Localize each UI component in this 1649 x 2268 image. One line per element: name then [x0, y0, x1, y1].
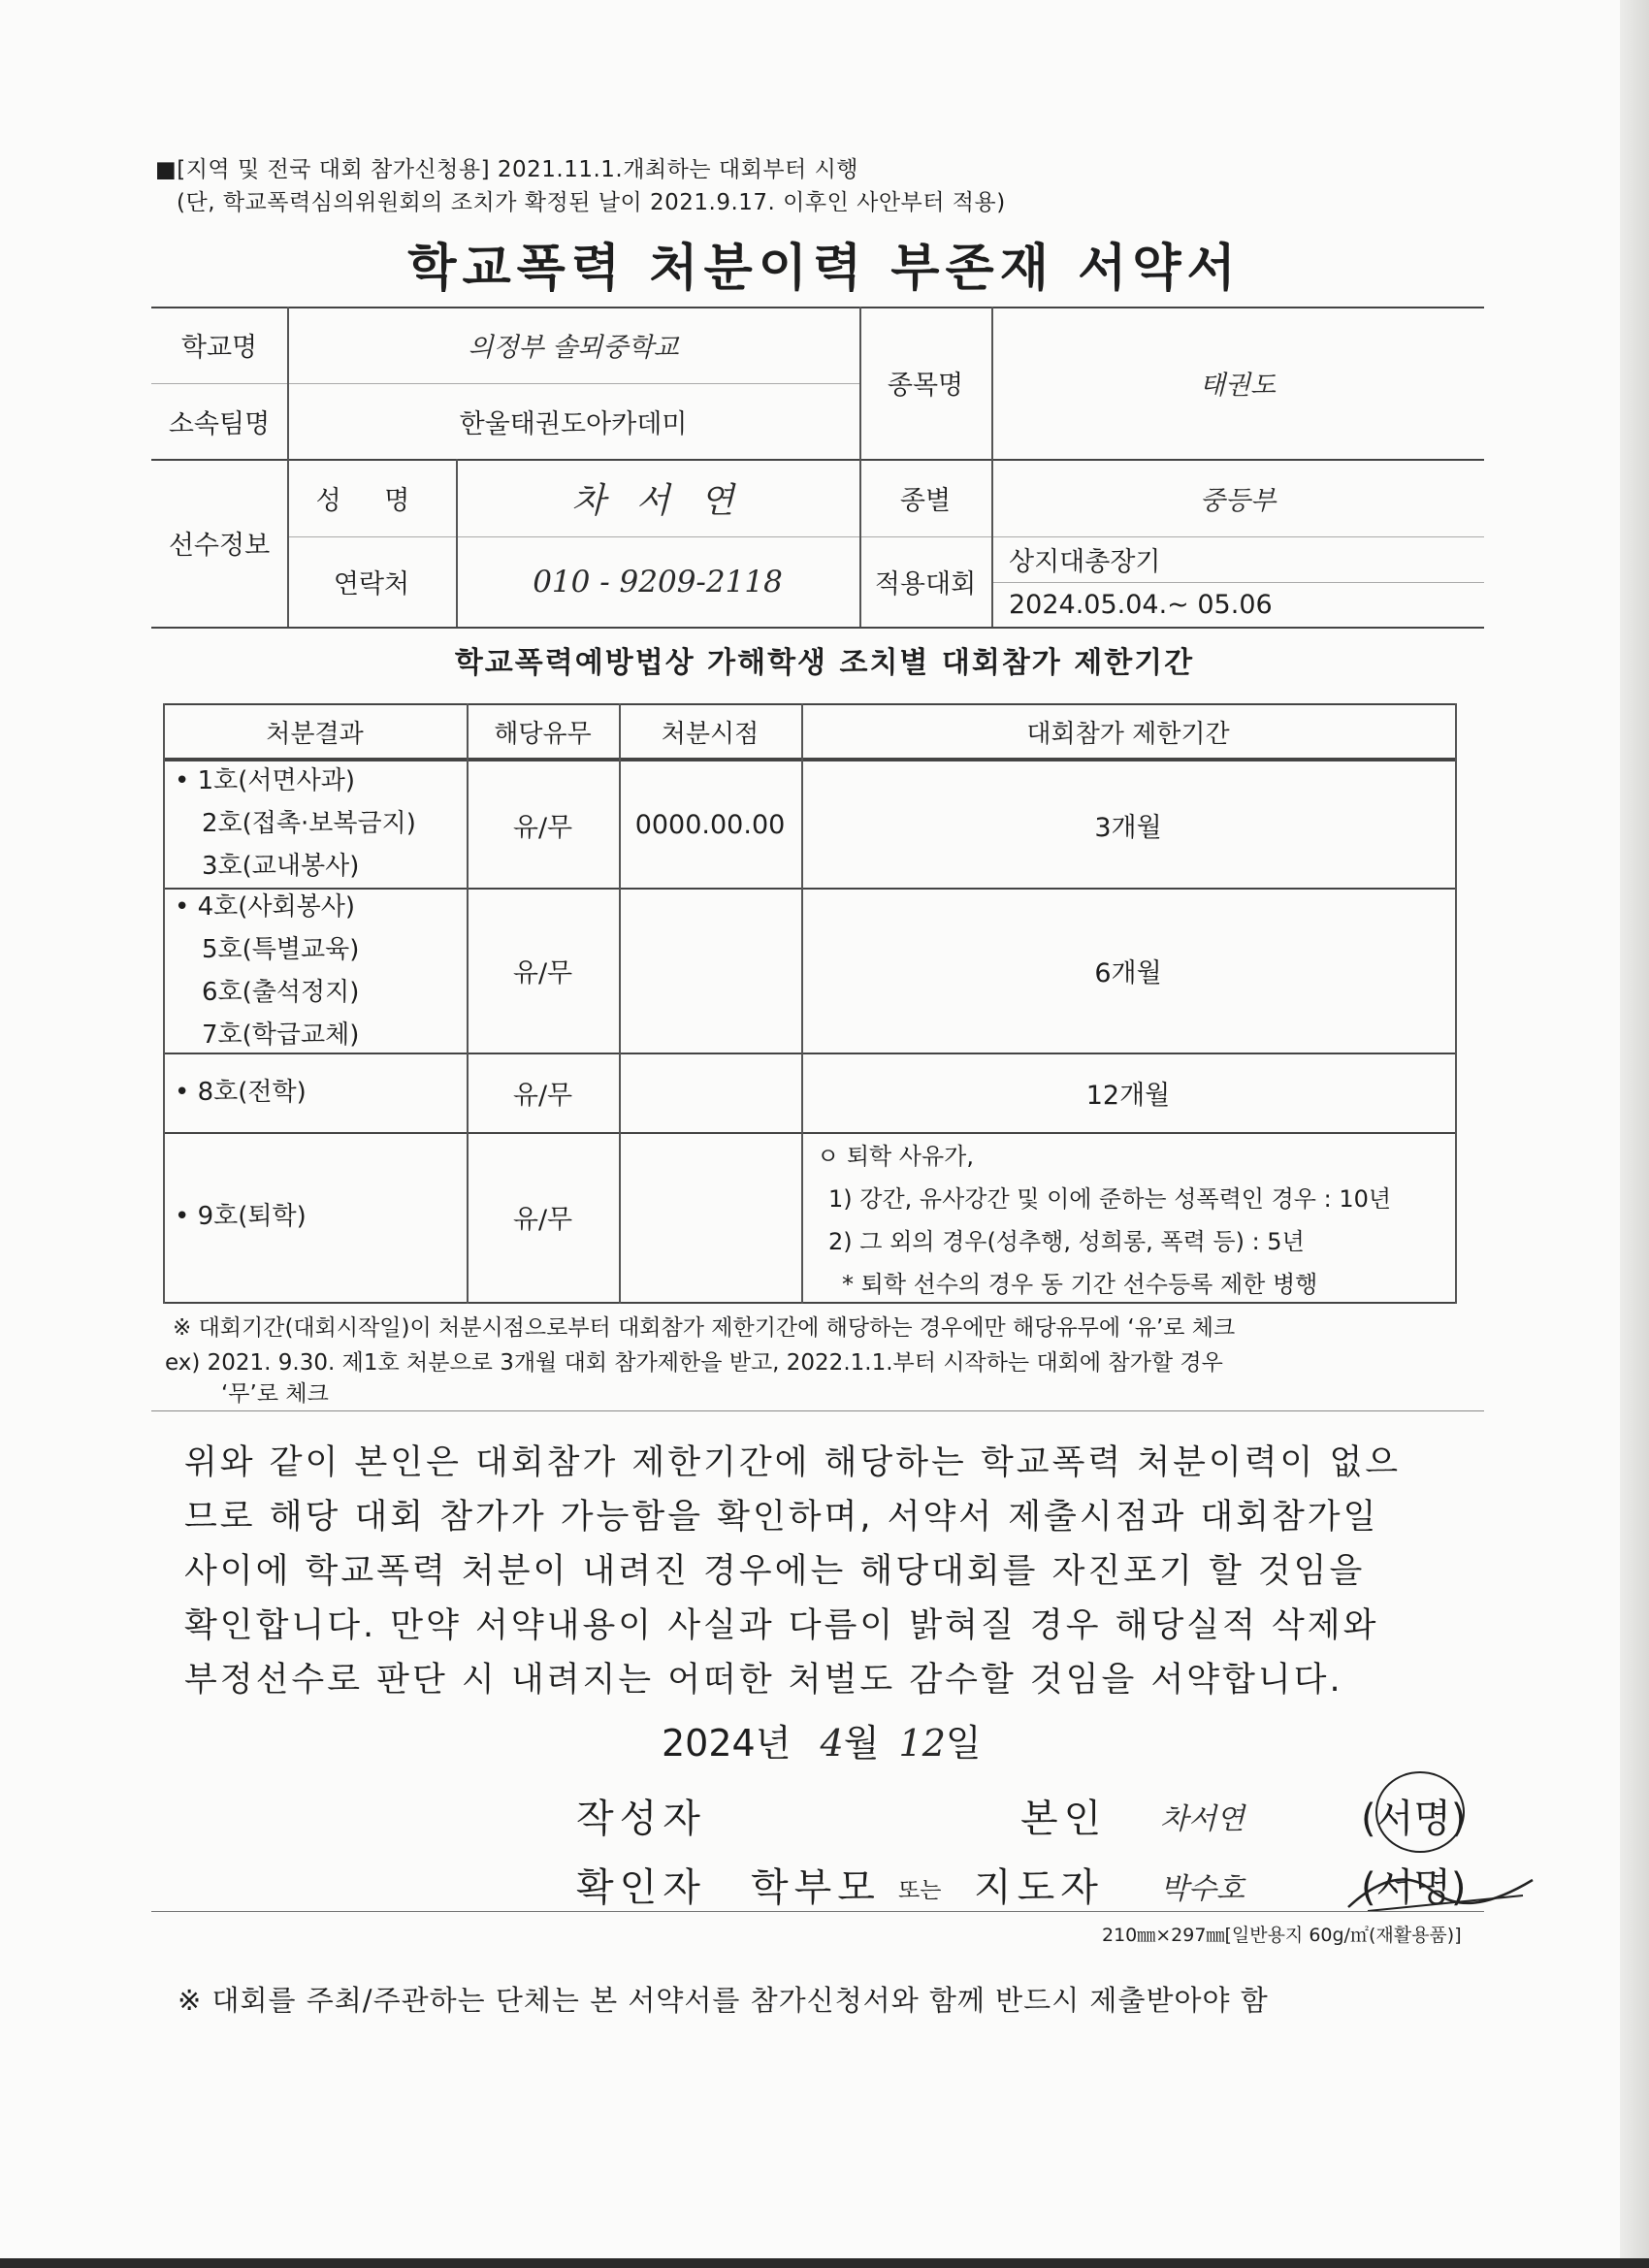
column-header-period: 대회참가 제한기간: [1026, 719, 1230, 749]
measure-item: • 1호(서면사과): [175, 766, 356, 795]
column-header-date: 처분시점: [661, 719, 760, 749]
competition-name[interactable]: 상지대총장기: [1009, 547, 1161, 577]
confirmer-label: 확인자: [576, 1865, 706, 1910]
document-title: 학교폭력 처분이력 부존재 서약서: [407, 240, 1242, 298]
expulsion-line: 1) 강간, 유사강간 및 이에 준하는 성폭력인 경우 : 10년: [828, 1185, 1392, 1213]
submission-note: ※ 대회를 주최/주관하는 단체는 본 서약서를 참가신청서와 함께 반드시 제출받아야 함: [178, 1984, 1269, 2017]
measure-item: • 4호(사회봉사): [175, 892, 356, 922]
measure-item: 2호(접촉·보복금지): [202, 809, 416, 838]
table-line: [163, 1132, 1457, 1134]
applicable-checkbox[interactable]: 유/무: [512, 957, 573, 988]
measure-date[interactable]: [619, 888, 801, 1053]
parent-label: 학부모: [751, 1865, 881, 1910]
date-year[interactable]: 2024: [662, 1722, 756, 1765]
applicable-checkbox[interactable]: 유/무: [512, 1205, 573, 1235]
signature-stamp-circle: [1375, 1771, 1465, 1853]
coach-label: 지도자: [974, 1865, 1104, 1910]
applicable-checkbox[interactable]: 유/무: [512, 1080, 573, 1111]
divider: [151, 1911, 1484, 1912]
expulsion-line: 2) 그 외의 경우(성추행, 성희롱, 폭력 등) : 5년: [828, 1228, 1305, 1255]
measure-item: 3호(교내봉사): [202, 852, 360, 881]
contact-value[interactable]: 010 - 9209-2118: [533, 564, 783, 599]
name-value[interactable]: 차 서 연: [571, 480, 744, 521]
measure-date[interactable]: [619, 1132, 801, 1302]
table-line: [1455, 703, 1457, 1304]
measure-item: • 9호(퇴학): [175, 1202, 307, 1231]
table-row-measures: [175, 760, 416, 888]
event-value[interactable]: 태권도: [1199, 371, 1277, 401]
check-note: ※ 대회기간(대회시작일)이 처분시점으로부터 대회참가 제한기간에 해당하는 경우에만 해당유무에 ‘유’로 체크: [173, 1315, 1236, 1341]
measure-item: 7호(학급교체): [202, 1021, 360, 1050]
table-row-measures: [175, 886, 359, 1056]
date-month-suffix: 월: [843, 1722, 880, 1765]
measure-date[interactable]: [619, 1053, 801, 1132]
coach-sign-box[interactable]: (서명): [1361, 1865, 1467, 1910]
measure-item: 5호(특별교육): [202, 935, 360, 964]
pledge-text-line: 므로 해당 대회 참가가 가능함을 확인하며, 서약서 제출시점과 대회참가일: [184, 1498, 1379, 1537]
team-value[interactable]: 한울태권도아카데미: [459, 408, 688, 439]
school-label: 학교명: [180, 333, 258, 363]
school-value[interactable]: 의정부 솔뫼중학교: [468, 333, 679, 363]
pledge-text-line: 부정선수로 판단 시 내려지는 어떠한 처벌도 감수할 것임을 서약합니다.: [184, 1661, 1343, 1700]
example-note: ex) 2021. 9.30. 제1호 처분으로 3개월 대회 참가제한을 받고, 2022.1.1.부터 시작하는 대회에 참가할 경우: [165, 1350, 1223, 1376]
coach-signature-name[interactable]: 박수호: [1160, 1872, 1245, 1906]
name-label: 성 명: [315, 485, 428, 516]
restriction-period: 12개월: [1085, 1080, 1171, 1111]
paper-size-note: 210㎜×297㎜[일반용지 60g/㎡(재활용품)]: [1102, 1925, 1462, 1946]
measure-date[interactable]: 0000.00.00: [634, 809, 786, 840]
measure-item: • 8호(전학): [175, 1078, 307, 1107]
date-year-suffix: 년: [755, 1722, 792, 1765]
date-month[interactable]: 4: [820, 1722, 844, 1765]
pledge-text-line: 확인합니다. 만약 서약내용이 사실과 다름이 밝혀질 경우 해당실적 삭제와: [184, 1606, 1379, 1645]
writer-label: 작성자: [576, 1797, 706, 1841]
event-label: 종목명: [887, 371, 964, 401]
scan-edge-bottom: [0, 2258, 1649, 2268]
expulsion-line: ㅇ 퇴학 사유가,: [817, 1143, 974, 1170]
pledge-date: [662, 1713, 982, 1766]
pledge-text-line: 위와 같이 본인은 대회참가 제한기간에 해당하는 학교폭력 처분이력이 없으: [184, 1443, 1402, 1482]
restriction-table-title: 학교폭력예방법상 가해학생 조치별 대회참가 제한기간: [454, 646, 1195, 680]
self-label: 본인: [1020, 1797, 1108, 1841]
restriction-period: 6개월: [1094, 957, 1162, 988]
self-sign-box[interactable]: (서명): [1361, 1797, 1467, 1841]
restriction-period: 3개월: [1094, 812, 1162, 843]
divider: [151, 1410, 1484, 1411]
competition-label: 적용대회: [874, 569, 977, 599]
expulsion-period-details: [817, 1135, 1391, 1306]
applicability-note: ■[지역 및 전국 대회 참가신청용] 2021.11.1.개최하는 대회부터 시행: [155, 157, 859, 182]
column-header-applicable: 해당유무: [494, 719, 592, 749]
applicable-checkbox[interactable]: 유/무: [512, 812, 573, 843]
example-note-cont: ‘무’로 체크: [221, 1381, 329, 1407]
division-label: 종별: [899, 485, 952, 516]
self-signature-name[interactable]: 차서연: [1160, 1802, 1245, 1836]
applicability-note-sub: (단, 학교폭력심의위원회의 조치가 확정된 날이 2021.9.17. 이후인 사안부터 적용): [177, 190, 1006, 215]
date-day-suffix: 일: [945, 1722, 982, 1765]
scan-edge: [1620, 0, 1649, 2268]
contact-label: 연락처: [333, 569, 410, 599]
or-label: 또는: [898, 1878, 942, 1903]
team-label: 소속팀명: [168, 408, 271, 439]
date-day[interactable]: 12: [898, 1722, 946, 1765]
table-line: [163, 703, 165, 1304]
column-header-measure: 처분결과: [266, 719, 364, 749]
athlete-info-label: 선수정보: [168, 531, 271, 561]
expulsion-line: * 퇴학 선수의 경우 동 기간 선수등록 제한 병행: [842, 1271, 1318, 1298]
table-line: [151, 627, 1484, 629]
signature-scribble: [1339, 1861, 1542, 1919]
measure-item: 6호(출석정지): [202, 978, 360, 1007]
competition-dates[interactable]: 2024.05.04.~ 05.06: [1009, 589, 1273, 620]
division-value[interactable]: 중등부: [1199, 485, 1277, 516]
pledge-text-line: 사이에 학교폭력 처분이 내려진 경우에는 해당대회를 자진포기 할 것임을: [184, 1552, 1366, 1591]
